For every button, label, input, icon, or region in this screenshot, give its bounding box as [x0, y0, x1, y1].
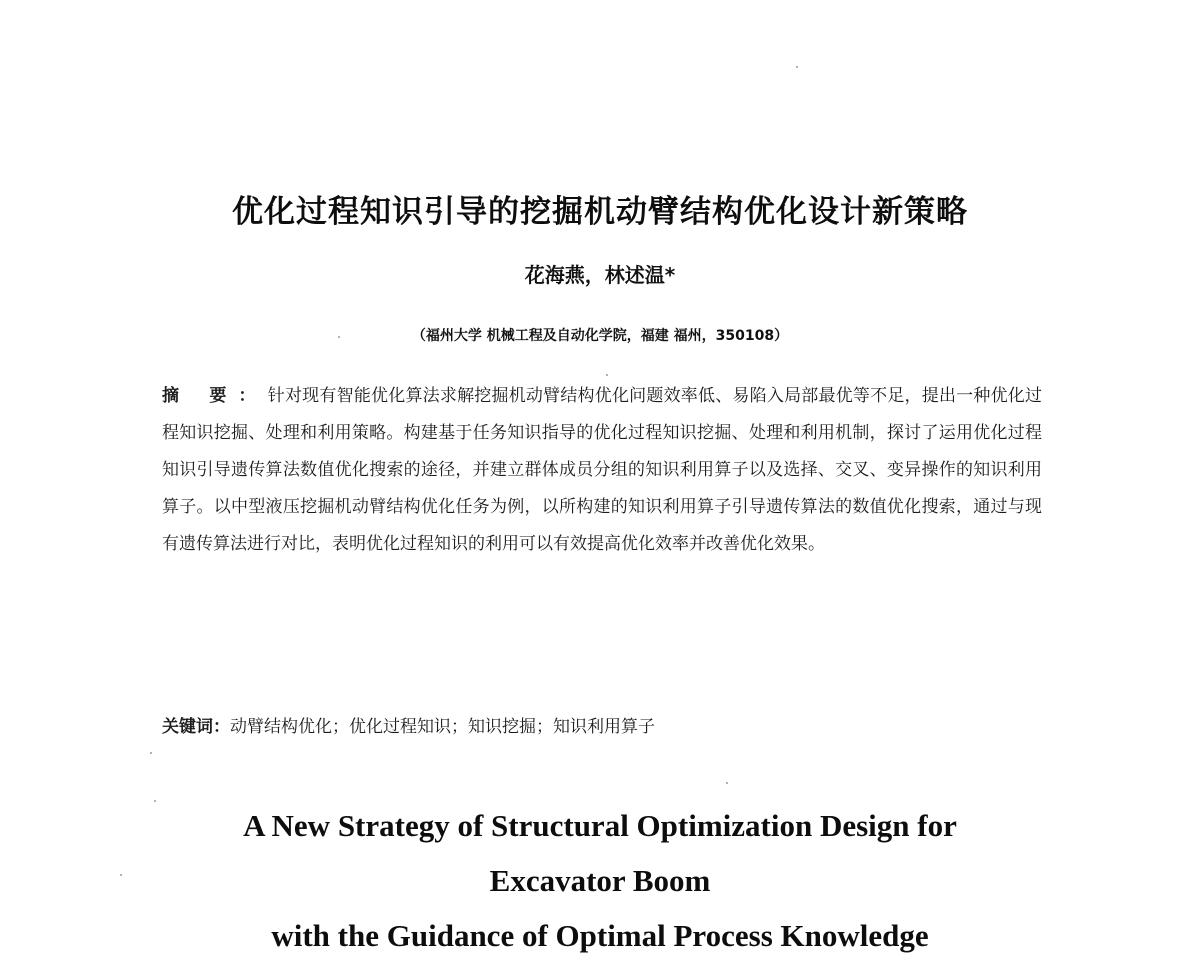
paper-title-chinese: 优化过程知识引导的挖掘机动臂结构优化设计新策略 [232, 194, 968, 230]
abstract-text: 针对现有智能优化算法求解挖掘机动臂结构优化问题效率低、易陷入局部最优等不足，提出一种优化过程知识挖掘、处理和利用策略。构建基于任务知识指导的优化过程知识挖掘、处理和利用机制，探讨了运用优化过程知识引导遗传算法数值优化搜索的途径，并建立群体成员分组的知识利用算子以及选择、交叉、变异操作的知识利用算子。以中型液压挖掘机动臂结构优化任务为例，以所构建的知识利用算子引导遗传算法的数值优化搜索，通过与现有遗传算法进行对比，表明优化过程知识的利用可以有效提高优化效率并改善优化效果。 [162, 386, 1043, 554]
author-affiliation: （福州大学 机械工程及自动化学院，福建 福州，350108） [411, 328, 789, 344]
keywords-text: 动臂结构优化；优化过程知识；知识挖掘；知识利用算子 [230, 717, 655, 737]
english-title-line: A New Strategy of Structural Optimization Design for [243, 808, 957, 843]
scan-speck [726, 782, 728, 784]
keywords-label: 关键词： [162, 717, 230, 737]
author-list: 花海燕，林述温* [524, 263, 676, 287]
english-title-line: Excavator Boom [489, 863, 711, 898]
abstract-paragraph [162, 378, 1042, 563]
keywords-line [162, 712, 1042, 737]
abstract-label: 摘 要： [162, 386, 268, 406]
paper-title-english [0, 798, 1200, 963]
scan-speck [796, 66, 798, 68]
scan-speck [606, 374, 608, 376]
english-title-line: with the Guidance of Optimal Process Knowledge [271, 918, 929, 953]
scan-speck [150, 752, 152, 754]
